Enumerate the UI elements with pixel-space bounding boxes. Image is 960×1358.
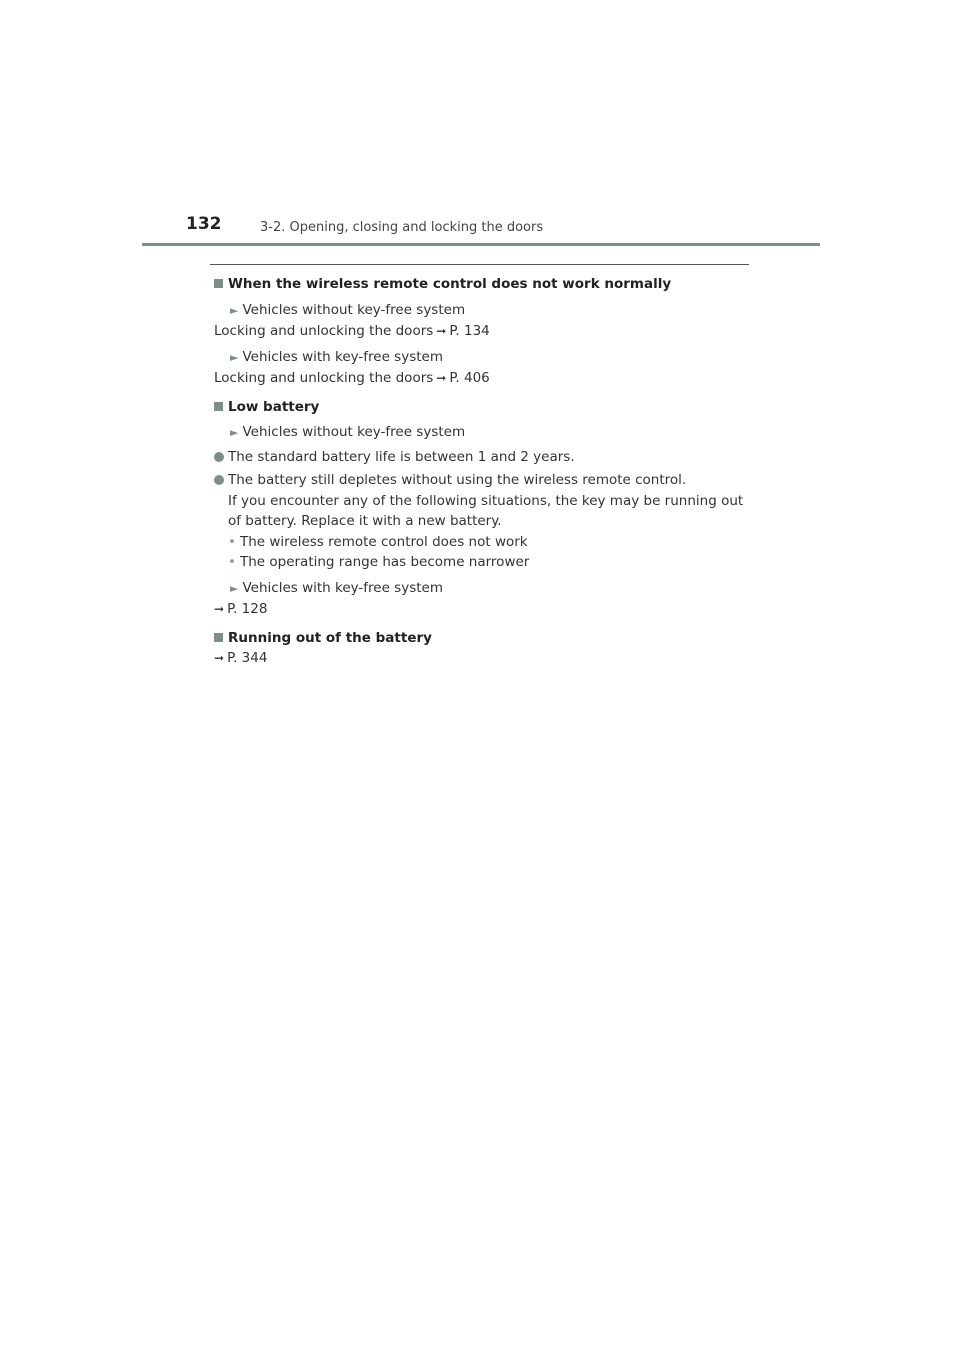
page-number: 132 <box>186 214 222 234</box>
condition-text: Vehicles without key-free system <box>242 424 466 440</box>
reference-line <box>214 648 754 669</box>
reference-label: Locking and unlocking the doors <box>214 323 434 339</box>
heading-text: Running out of the battery <box>228 629 432 646</box>
bullet-text: The standard battery life is between 1 and 2 years. <box>228 448 575 465</box>
square-bullet-icon <box>214 402 223 411</box>
bullet-continuation: If you encounter any of the following situations, the key may be running out <box>228 492 744 509</box>
page-reference[interactable]: P. 406 <box>449 370 490 386</box>
bullet-continuation: of battery. Replace it with a new battery. <box>228 513 502 529</box>
header-divider <box>142 243 820 246</box>
sub-bullet-item <box>228 532 754 553</box>
vehicle-condition <box>230 422 754 444</box>
page-content <box>214 274 754 669</box>
right-arrow-icon: ➞ <box>436 324 447 338</box>
small-dot-icon: • <box>228 533 236 550</box>
page-reference[interactable]: P. 134 <box>449 323 490 339</box>
sub-bullet-text: The operating range has become narrower <box>239 554 530 570</box>
reference-label: Locking and unlocking the doors <box>214 370 434 386</box>
bullet-text: The battery still depletes without using the wireless remote control. <box>228 472 687 488</box>
vehicle-condition <box>230 300 754 322</box>
condition-text: Vehicles without key-free system <box>242 301 466 318</box>
reference-line <box>214 599 754 620</box>
heading-text: When the wireless remote control does not work normally <box>228 276 672 292</box>
small-dot-icon: • <box>228 554 236 570</box>
reference-line <box>214 368 754 389</box>
heading-text: Low battery <box>228 398 320 415</box>
bullet-item <box>214 447 754 468</box>
section-divider <box>210 264 749 265</box>
section-heading <box>214 628 754 649</box>
reference-line <box>214 321 754 342</box>
section-heading <box>214 274 754 295</box>
sub-bullet-item <box>228 552 754 573</box>
triangle-right-icon: ► <box>230 581 239 595</box>
chapter-title: 3-2. Opening, closing and locking the doors <box>260 220 544 235</box>
triangle-right-icon: ► <box>230 426 239 439</box>
vehicle-condition <box>230 347 754 369</box>
section-heading <box>214 397 754 418</box>
vehicle-condition <box>230 578 754 600</box>
triangle-right-icon: ► <box>230 350 239 364</box>
circle-bullet-icon <box>214 475 224 485</box>
right-arrow-icon: ➞ <box>214 651 225 665</box>
right-arrow-icon: ➞ <box>436 371 447 385</box>
square-bullet-icon <box>214 279 223 288</box>
page-reference[interactable]: P. 128 <box>227 601 268 617</box>
square-bullet-icon <box>214 633 223 642</box>
circle-bullet-icon <box>214 452 224 462</box>
condition-text: Vehicles with key-free system <box>242 348 443 365</box>
triangle-right-icon: ► <box>230 303 239 317</box>
bullet-item <box>214 470 754 491</box>
sub-bullet-text: The wireless remote control does not work <box>239 533 528 550</box>
condition-text: Vehicles with key-free system <box>242 579 443 596</box>
right-arrow-icon: ➞ <box>214 602 225 616</box>
page-reference[interactable]: P. 344 <box>227 650 268 666</box>
